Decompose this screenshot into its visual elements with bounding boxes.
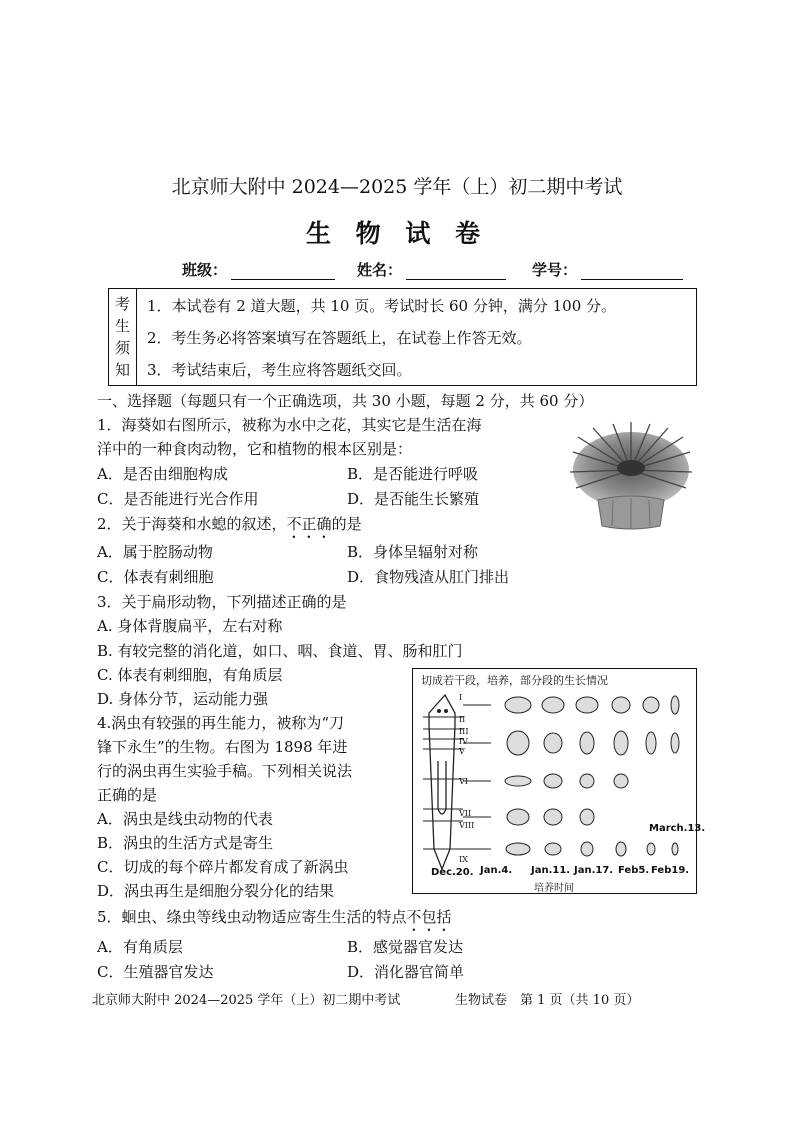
date-label: Jan.17.: [574, 865, 614, 876]
q2-stem-emphasis: 不正确: [286, 515, 332, 533]
date-label: Feb5.: [618, 865, 650, 876]
figure-xlabel: 培养时间: [534, 883, 574, 894]
date-label: Jan.11.: [531, 865, 571, 876]
q2-stem: [97, 513, 362, 542]
name-blank: [406, 263, 506, 280]
q4-stem-line4: 正确的是: [97, 786, 158, 804]
q5-stem-emphasis: 不包括: [406, 908, 452, 926]
roman-label: III: [459, 727, 469, 736]
roman-label: VIII: [459, 821, 475, 830]
notice-label-char: 考: [114, 295, 130, 313]
q3-option-b: B. 有较完整的消化道，如口、咽、食道、胃、肠和肛门: [97, 642, 463, 660]
notice-label-char: 知: [114, 361, 130, 379]
q5-stem: [97, 906, 452, 935]
notice-item: 3．考试结束后，考生应将答题纸交回。: [147, 361, 412, 379]
footer-right: 生物试卷 第 1 页（共 10 页）: [455, 993, 640, 1008]
q3-option-c: C. 体表有刺细胞，有角质层: [97, 666, 283, 684]
q2-option-c: C．体表有刺细胞: [97, 568, 214, 586]
q1-option-d: D．是否能生长繁殖: [347, 490, 480, 508]
q3-option-a: A. 身体背腹扁平，左右对称: [97, 617, 283, 635]
q4-option-c: C．切成的每个碎片都发育成了新涡虫: [97, 858, 349, 876]
date-label: Feb19.: [651, 865, 690, 876]
notice-label-char: 须: [114, 339, 130, 357]
section-heading: 一、选择题（每题只有一个正确选项，共 30 小题，每题 2 分，共 60 分）: [97, 392, 594, 410]
q4-option-d: D．涡虫再生是细胞分裂分化的结果: [97, 882, 335, 900]
notice-label: [109, 289, 137, 385]
q1-stem-line1: 1．海葵如右图所示，被称为水中之花，其实它是生活在海: [97, 416, 482, 434]
name-label: 姓名：: [357, 261, 403, 279]
roman-label: I: [459, 693, 463, 702]
q1-stem-line2: 洋中的一种食肉动物，它和植物的根本区别是：: [97, 440, 413, 458]
id-blank: [581, 263, 683, 280]
roman-label: VII: [459, 809, 472, 818]
sea-anemone-image: [568, 422, 694, 532]
exam-subtitle: 生 物 试 卷: [305, 219, 489, 248]
q1-option-c: C．是否能进行光合作用: [97, 490, 259, 508]
q2-option-d: D．食物残渣从肛门排出: [347, 568, 510, 586]
figure-title: 切成若干段，培养，部分段的生长情况: [421, 674, 608, 687]
q4-option-a: A．涡虫是线虫动物的代表: [97, 810, 273, 828]
q5-option-c: C．生殖器官发达: [97, 963, 214, 981]
q3-option-d: D. 身体分节，运动能力强: [97, 690, 269, 708]
notice-label-char: 生: [114, 317, 130, 335]
id-field: [532, 259, 683, 280]
exam-title: 北京师大附中 2024—2025 学年（上）初二期中考试: [171, 176, 623, 198]
q4-stem-line2: 锋下永生”的生物。右图为 1898 年进: [97, 738, 348, 756]
q2-option-a: A．属于腔肠动物: [97, 543, 213, 561]
q2-stem-pre: 2．关于海葵和水螅的叙述，: [97, 515, 287, 533]
march-label: March.13.: [649, 823, 706, 834]
q5-option-a: A．有角质层: [97, 938, 183, 956]
q3-stem: 3．关于扁形动物，下列描述正确的是: [97, 593, 347, 611]
q2-option-b: B．身体呈辐射对称: [347, 543, 479, 561]
footer-left: 北京师大附中 2024—2025 学年（上）初二期中考试: [92, 993, 401, 1008]
q4-stem-line3: 行的涡虫再生实验手稿。下列相关说法: [97, 762, 353, 780]
id-label: 学号：: [532, 261, 578, 279]
roman-label: II: [459, 715, 466, 724]
planarian-figure: [412, 668, 706, 894]
notice-item: 1．本试卷有 2 道大题，共 10 页。考试时长 60 分钟，满分 100 分。: [147, 297, 617, 315]
class-label: 班级：: [182, 261, 228, 279]
q5-option-d: D．消化器官简单: [347, 963, 465, 981]
roman-label: VI: [459, 777, 468, 786]
q1-option-b: B．是否能进行呼吸: [347, 465, 479, 483]
q5-stem-pre: 5．蛔虫、绦虫等线虫动物适应寄生生活的特点: [97, 908, 407, 926]
q4-option-b: B．涡虫的生活方式是寄生: [97, 834, 274, 852]
q5-option-b: B．感觉器官发达: [347, 938, 464, 956]
name-field: [357, 259, 506, 280]
notice-item: 2．考生务必将答案填写在答题纸上，在试卷上作答无效。: [147, 329, 532, 347]
roman-label: IV: [459, 737, 468, 746]
q4-stem-line1: 4.涡虫有较强的再生能力，被称为“刀: [97, 714, 344, 732]
notice-box: [108, 288, 697, 386]
date-label: Dec.20.: [431, 867, 474, 878]
roman-label: IX: [459, 855, 468, 864]
class-blank: [231, 263, 335, 280]
date-label: Jan.4.: [480, 865, 513, 876]
q1-option-a: A．是否由细胞构成: [97, 465, 228, 483]
roman-label: V: [459, 747, 465, 756]
q2-stem-post: 的是: [331, 515, 362, 533]
class-field: [182, 259, 335, 280]
